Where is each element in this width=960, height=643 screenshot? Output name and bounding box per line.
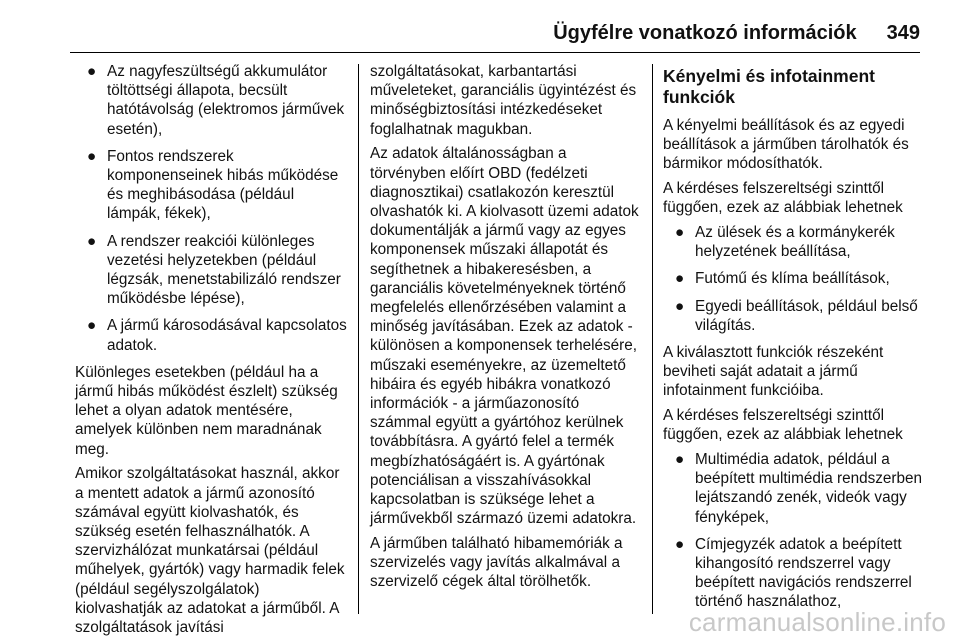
- page-header: [553, 22, 920, 45]
- list-item-text: Futómű és klíma beállítások,: [695, 270, 890, 288]
- list-item-text: A rendszer reakciói különleges vezetési helyzetekben (például légzsák, menetstabilizáló rendszer működésbe lépése),: [107, 232, 341, 308]
- bullet-icon: ●: [675, 224, 685, 242]
- bullet-icon: ●: [675, 535, 685, 553]
- list-item-text: Fontos rendszerek komponenseinek hibás működése és meghibásodása (például lámpák, fékek),: [107, 147, 339, 223]
- column-2: [370, 62, 640, 597]
- list-item: [75, 62, 347, 139]
- list-item: [75, 316, 347, 354]
- list-item-text: Egyedi beállítások, például belső világítás.: [695, 297, 918, 334]
- list-item: [663, 535, 931, 612]
- section-heading: Kényelmi és infotainment funkciók: [663, 66, 875, 107]
- paragraph: A járműben található hibamemóriák a szervizelés vagy javítás alkalmával a szervizelő cégek által törölhetők.: [370, 534, 623, 591]
- list-item-text: Multimédia adatok, például a beépített multimédia rendszerben lejátszandó zenék, videók vagy fényképek,: [695, 451, 923, 526]
- paragraph: szolgáltatásokat, karbantartási műveleteket, garanciális ügyintézést és minőségbiztosítási intézkedéseket foglalhatnak magukban.: [370, 63, 637, 138]
- paragraph: A kényelmi beállítások és az egyedi beállítások a járműben tárolhatók és bármikor módosíthatók.: [663, 117, 909, 173]
- column-divider: [358, 64, 359, 614]
- bullet-list: [663, 450, 931, 612]
- bullet-icon: ●: [675, 297, 685, 315]
- paragraph: Az adatok általánosságban a törvényben előírt OBD (fedélzeti diagnosztikai) csatlakozón keresztül olvashatók ki. A kiolvasott üzemi adatok dokumentálják a jármű vagy az egyes komponensek műszaki állapotát és segíthetnek a hibakeresésben, a garanciális követelményeknek történő megfelelés ellenőrzésében valamint a minőség javításában. Ezek az adatok - különösen a komponensek terhelésére, műszaki eseményekre, az üzemeltető hibáira és egyéb hibákra vonatkozó információk - a járműazonosító számmal együtt a gyártóhoz kerülnek továbbításra. A gyártó felel a termék megbízhatóságáért is. A gyártónak potenciálisan a visszahívásokkal kapcsolatban is szüksége lehet a járművekből származó üzemi adatokra.: [370, 145, 639, 528]
- list-item-text: Az nagyfeszültségű akkumulátor töltöttségi állapota, becsült hatótávolság (elektromos járművek esetén),: [107, 63, 345, 138]
- page-title: Ügyfélre vonatkozó információk: [553, 22, 857, 44]
- list-item-text: Az ülések és a kormánykerék helyzetének beállítása,: [695, 224, 895, 261]
- bullet-list: [663, 223, 931, 335]
- bullet-list: [75, 62, 347, 355]
- list-item: [663, 223, 931, 261]
- list-item: [75, 232, 347, 309]
- bullet-icon: ●: [87, 317, 97, 335]
- list-item: [663, 297, 931, 335]
- paragraph: Különleges esetekben (például ha a jármű hibás működést észlelt) szükség lehet a olyan adatok mentésére, amelyek különben nem maradnának meg.: [75, 363, 338, 458]
- column-3: [663, 62, 931, 620]
- page-number: 349: [886, 22, 920, 44]
- bullet-icon: ●: [675, 451, 685, 469]
- bullet-icon: ●: [675, 270, 685, 288]
- list-item: [663, 450, 931, 527]
- paragraph: A kiválasztott funkciók részeként beviheti saját adatait a jármű infotainment funkcióiba.: [663, 344, 884, 400]
- bullet-icon: ●: [87, 147, 97, 165]
- watermark: carmanualsonline.info: [688, 607, 946, 637]
- bullet-icon: ●: [87, 232, 97, 250]
- column-divider: [652, 64, 653, 614]
- header-rule: [70, 52, 920, 53]
- list-item-text: A jármű károsodásával kapcsolatos adatok.: [107, 317, 347, 354]
- list-item: [663, 269, 931, 288]
- paragraph: A kérdéses felszereltségi szinttől függően, ezek az alábbiak lehetnek: [663, 180, 903, 217]
- paragraph: Amikor szolgáltatásokat használ, akkor a mentett adatok a jármű azonosító számával együtt kiolvashatók, és szükség esetén felhasználhatók. A szervizhálózat munkatársai (például műhelyek, gyártók) vagy harmadik felek (például segélyszolgálatok) kiolvashatják az adatokat a járműből. A szolgáltatások javítási: [75, 465, 345, 636]
- list-item-text: Címjegyzék adatok a beépített kihangosító rendszerrel vagy beépített navigációs rendszerrel történő használathoz,: [695, 535, 912, 611]
- list-item: [75, 147, 347, 224]
- column-1: [75, 62, 347, 643]
- paragraph: A kérdéses felszereltségi szinttől függően, ezek az alábbiak lehetnek: [663, 407, 903, 444]
- bullet-icon: ●: [87, 63, 97, 80]
